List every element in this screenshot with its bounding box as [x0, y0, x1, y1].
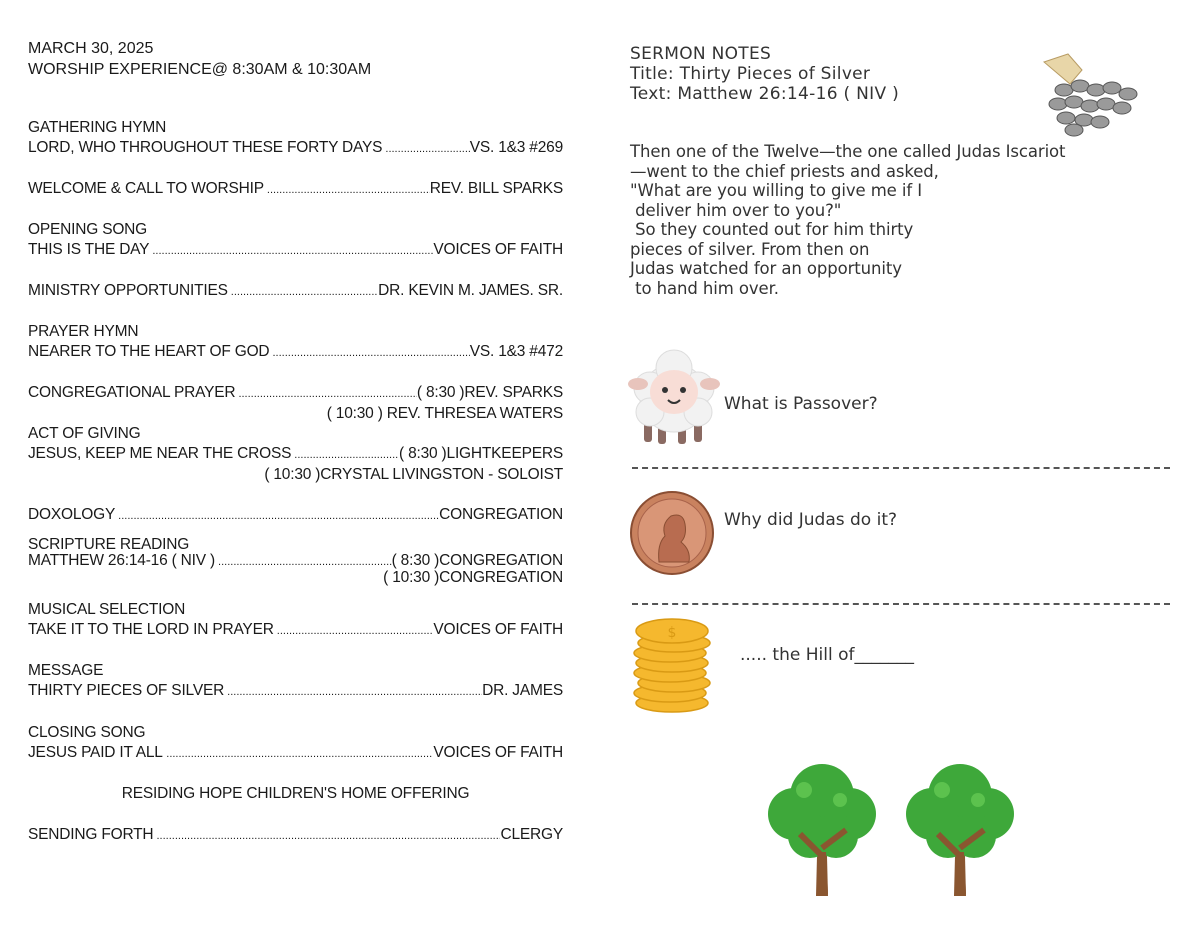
program-line: [28, 825, 563, 846]
item-title: THIS IS THE DAY .....: [28, 240, 433, 261]
program-line: [28, 681, 563, 702]
message: [28, 661, 563, 702]
section-heading: MESSAGE: [28, 662, 104, 679]
tree-icon: [760, 756, 884, 900]
item-title: MINISTRY OPPORTUNITIES .....: [28, 281, 378, 302]
item-value: ( 8:30 )REV. SPARKS: [416, 384, 563, 401]
closing-song: [28, 723, 563, 764]
program-line: [28, 179, 563, 200]
section-heading: ACT OF GIVING: [28, 425, 141, 442]
item-title: TAKE IT TO THE LORD IN PRAYER .....: [28, 620, 433, 641]
item-title: SENDING FORTH .....: [28, 825, 500, 846]
sermon-title: Title: Thirty Pieces of Silver: [630, 64, 871, 84]
tree-icon: [898, 756, 1022, 900]
item-title: JESUS PAID IT ALL .....: [28, 743, 433, 764]
program-line: [28, 383, 563, 404]
item-value: VOICES OF FAITH: [433, 744, 563, 761]
program-line: [28, 743, 563, 764]
section-heading: OPENING SONG: [28, 221, 148, 238]
program-line: [28, 444, 563, 465]
item-title: CONGREGATIONAL PRAYER .....: [28, 383, 417, 404]
sermon-heading: SERMON NOTES: [630, 44, 772, 64]
item-value: VS. 1&3 #472: [469, 343, 563, 360]
program-line: [28, 505, 563, 526]
sending-forth: [28, 825, 563, 846]
item-title: LORD, WHO THROUGHOUT THESE FORTY DAYS .....: [28, 138, 470, 159]
item-title: DOXOLOGY .....: [28, 505, 439, 526]
coin-bag-icon: [1038, 50, 1142, 138]
item-title: JESUS, KEEP ME NEAR THE CROSS .....: [28, 444, 399, 465]
sheep-icon: [628, 348, 720, 446]
gathering-hymn: [28, 118, 563, 159]
program-line: [28, 281, 563, 302]
program-line: [28, 620, 563, 641]
ministry-opportunities: [28, 281, 563, 302]
item-value: CLERGY: [500, 826, 563, 843]
offering: [28, 784, 563, 804]
program-line: [28, 553, 563, 570]
item-value: VS. 1&3 #269: [469, 139, 563, 156]
act-of-giving: [28, 424, 563, 485]
sermon-text-ref: Text: Matthew 26:14-16 ( NIV ): [630, 84, 900, 104]
question-hill: ..... the Hill of_______: [740, 645, 914, 665]
item-value: ( 8:30 )LIGHTKEEPERS: [399, 445, 563, 462]
item-value: VOICES OF FAITH: [433, 241, 563, 258]
answer-line[interactable]: [632, 603, 1170, 605]
item-title: NEARER TO THE HEART OF GOD .....: [28, 342, 470, 363]
service-times: WORSHIP EXPERIENCE@ 8:30AM & 10:30AM: [28, 61, 372, 78]
program-line: [28, 342, 563, 363]
section-heading: CLOSING SONG: [28, 724, 146, 741]
item-value: DR. JAMES: [482, 682, 563, 699]
item-value-secondary: ( 10:30 )CRYSTAL LIVINGSTON - SOLOIST: [264, 466, 563, 483]
scripture-passage: Then one of the Twelve—the one called Judas Iscariot —went to the chief priests and asked, "What are you willing to give me if I deliver him over to you?" So they counted out for him thirty pieces of silver. From then on Judas watched for an opportunity to hand him over.: [630, 142, 1066, 298]
svg-text:$: $: [667, 625, 677, 641]
section-heading: GATHERING HYMN: [28, 119, 167, 136]
bulletin-header: [28, 38, 563, 80]
gold-coins-icon: [632, 615, 714, 715]
question-judas: Why did Judas do it?: [724, 510, 898, 530]
item-value-secondary: ( 10:30 )CONGREGATION: [383, 569, 563, 586]
item-value-secondary: ( 10:30 ) REV. THRESEA WATERS: [326, 405, 563, 422]
opening-song: [28, 220, 563, 261]
scripture-reading: [28, 537, 563, 586]
item-value: DR. KEVIN M. JAMES. SR.: [378, 282, 563, 299]
section-heading: SCRIPTURE READING: [28, 536, 190, 553]
item-value: ( 8:30 )CONGREGATION: [391, 552, 563, 569]
item-title: WELCOME & CALL TO WORSHIP .....: [28, 179, 430, 200]
item-value: VOICES OF FAITH: [433, 621, 563, 638]
congregational-prayer: [28, 383, 563, 424]
welcome: [28, 179, 563, 200]
section-heading: PRAYER HYMN: [28, 323, 139, 340]
item-value: CONGREGATION: [439, 506, 563, 523]
item-value: REV. BILL SPARKS: [429, 180, 563, 197]
offering-text: RESIDING HOPE CHILDREN'S HOME OFFERING: [121, 785, 470, 802]
section-heading: MUSICAL SELECTION: [28, 601, 186, 618]
program-line: [28, 138, 563, 159]
sermon-header: [630, 44, 899, 104]
item-title: MATTHEW 26:14-16 ( NIV ) .....: [28, 553, 392, 570]
item-title: THIRTY PIECES OF SILVER .....: [28, 681, 482, 702]
program-line: [28, 240, 563, 261]
answer-line[interactable]: [632, 467, 1170, 469]
prayer-hymn: [28, 322, 563, 363]
musical-selection: [28, 600, 563, 641]
service-date: MARCH 30, 2025: [28, 40, 154, 57]
question-passover: What is Passover?: [724, 394, 878, 414]
doxology: [28, 505, 563, 526]
penny-icon: [629, 490, 715, 576]
